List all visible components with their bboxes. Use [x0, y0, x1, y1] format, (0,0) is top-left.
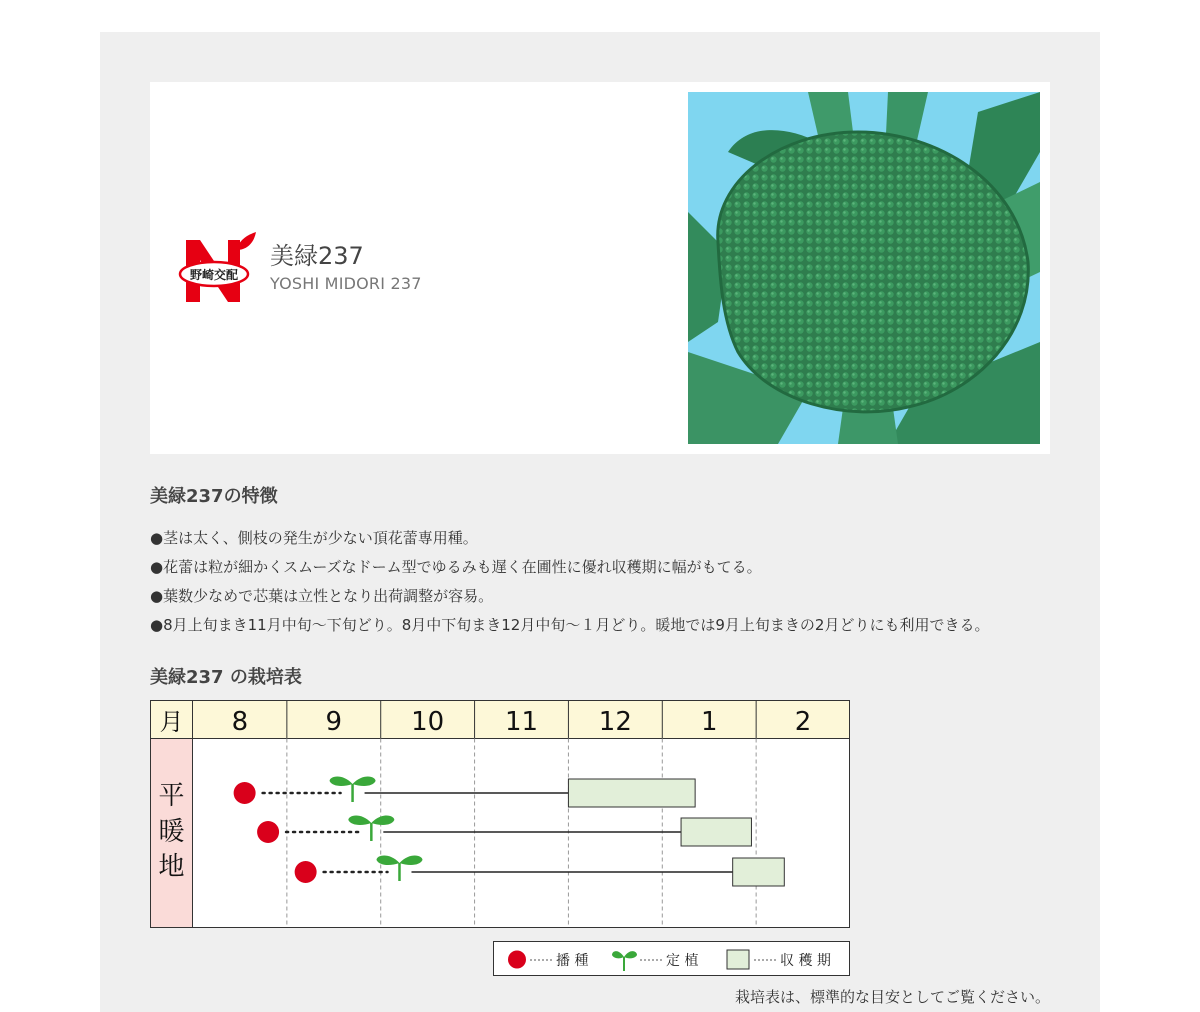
region-label-2: 暖 [158, 817, 185, 847]
product-name: 美緑237 [270, 242, 364, 270]
sprout-icon [612, 951, 637, 971]
nozaki-logo [178, 230, 258, 310]
sow-marker [295, 861, 317, 883]
region-label-3: 地 [158, 852, 185, 882]
month-header-row [151, 701, 850, 739]
month-tick-label: 1 [700, 707, 718, 737]
logo-text: 野崎交配 [189, 268, 239, 282]
month-tick-label: 11 [504, 707, 539, 737]
month-tick-label: 8 [231, 707, 249, 737]
content-panel [100, 32, 1100, 1012]
harvest-period-bar [568, 779, 695, 807]
legend-plant-label: 定 植 [666, 953, 699, 969]
month-label: 月 [159, 708, 184, 736]
harvest-swatch-icon [727, 950, 749, 969]
schedule-title: 美緑237 の栽培表 [150, 667, 302, 688]
product-name-en: YOSHI MIDORI 237 [270, 274, 422, 293]
month-tick-label: 12 [598, 707, 632, 737]
legend-sow-label: 播 種 [556, 953, 589, 969]
month-tick-label: 2 [794, 707, 812, 737]
cultivation-chart [150, 700, 850, 928]
feature-item: ●葉数少なめで芯葉は立性となり出荷調整が容易。 [150, 587, 494, 605]
harvest-period-bar [681, 818, 751, 846]
broccoli-photo [688, 92, 1040, 444]
legend-harvest-label: 収 穫 期 [780, 953, 831, 969]
month-tick-label: 9 [325, 707, 343, 737]
feature-item: ●茎は太く、側枝の発生が少ない頂花蕾専用種。 [150, 529, 478, 547]
sow-marker [257, 821, 279, 843]
features-list [150, 524, 989, 640]
chart-legend [493, 941, 850, 976]
feature-item: ●8月上旬まき11月中旬～下旬どり。8月中下旬まき12月中旬～１月どり。暖地では9月上旬まきの2月どりにも利用できる。 [150, 616, 990, 634]
product-header-card [150, 82, 1050, 454]
feature-item: ●花蕾は粒が細かくスムーズなドーム型でゆるみも遅く在圃性に優れ収穫期に幅がもてる。 [150, 558, 762, 576]
features-title: 美緑237の特徴 [150, 486, 278, 507]
sow-marker-icon [508, 951, 526, 969]
harvest-period-bar [733, 858, 785, 886]
sow-marker [234, 782, 256, 804]
month-tick-label: 10 [411, 707, 445, 737]
schedule-note: 栽培表は、標準的な目安としてご覧ください。 [734, 988, 1050, 1006]
region-label-1: 平 [158, 781, 185, 811]
